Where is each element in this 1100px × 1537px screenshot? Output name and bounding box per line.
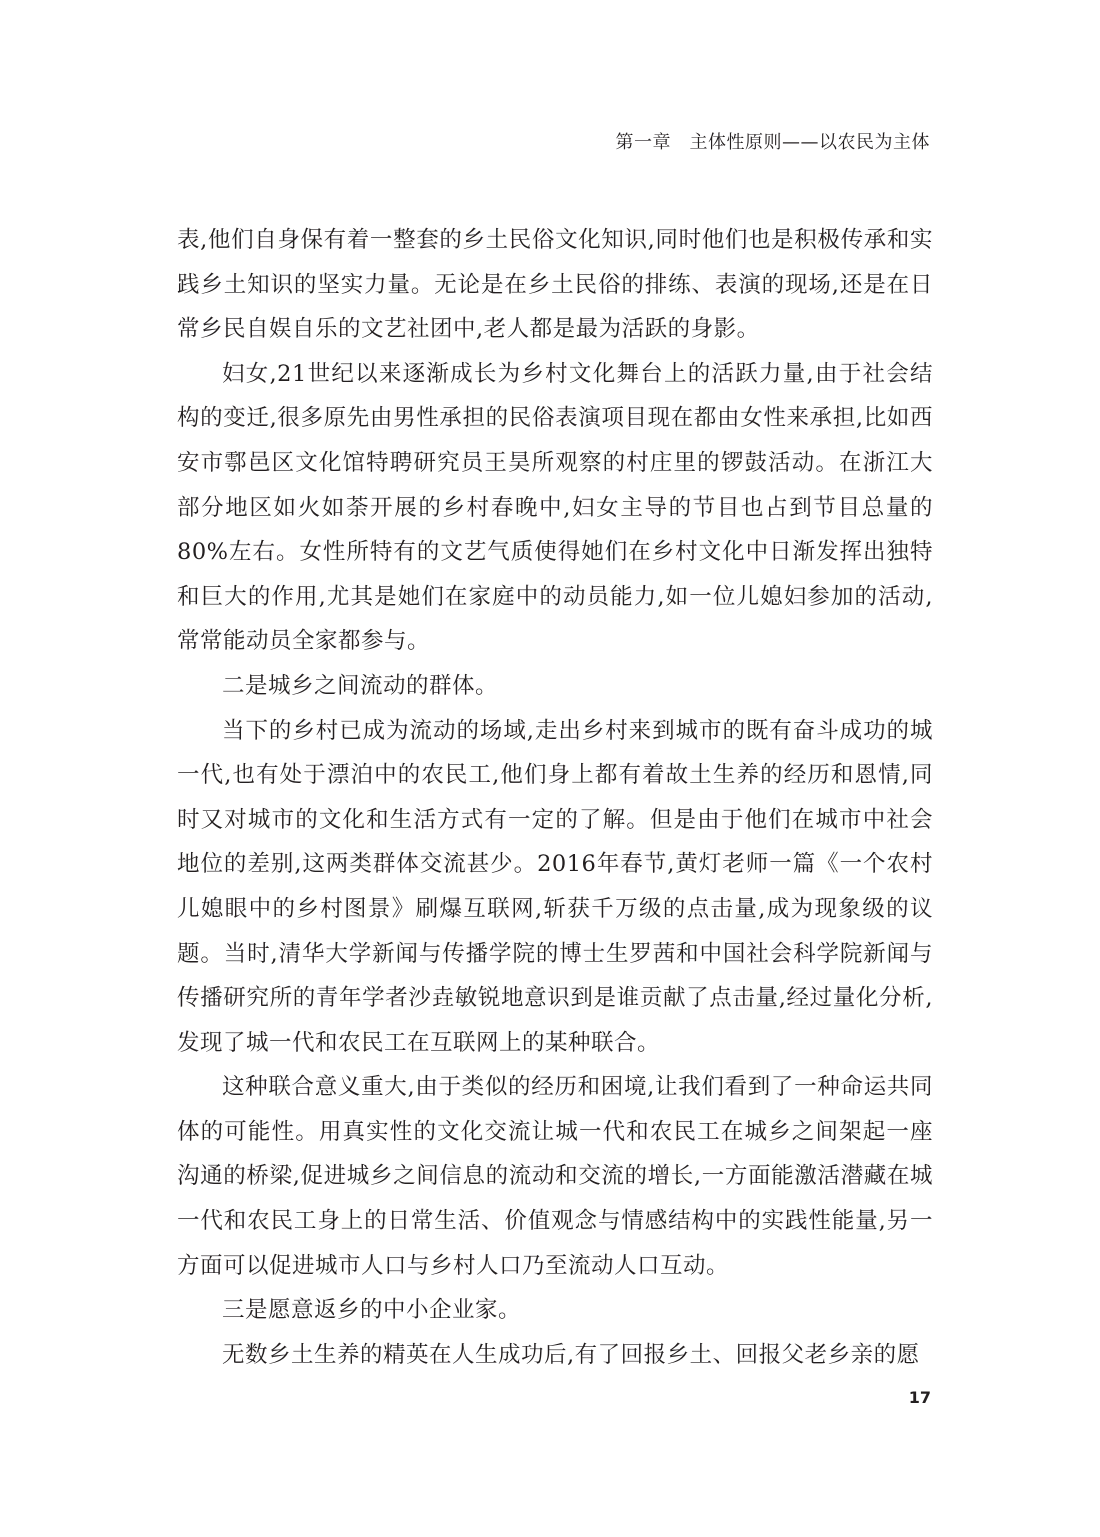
paragraph-continued: 表,他们自身保有着一整套的乡土民俗文化知识,同时他们也是积极传承和实践乡土知识的坚实力量。无论是在乡土民俗的排练、表演的现场,还是在日常乡民自娱自乐的文艺社团中,老人都是最为活跃的身影。 bbox=[177, 227, 933, 343]
body-text bbox=[177, 218, 933, 1377]
paragraph-women: 妇女,21世纪以来逐渐成长为乡村文化舞台上的活跃力量,由于社会结构的变迁,很多原先由男性承担的民俗表演项目现在都由女性来承担,比如西安市鄠邑区文化馆特聘研究员王昊所观察的村庄里的锣鼓活动。在浙江大部分地区如火如荼开展的乡村春晚中,妇女主导的节目也占到节目总量的80%左右。女性所特有的文艺气质使得她们在乡村文化中日渐发挥出独特和巨大的作用,尤其是她们在家庭中的动员能力,如一位儿媳妇参加的活动,常常能动员全家都参与。 bbox=[177, 360, 933, 655]
paragraph-community: 这种联合意义重大,由于类似的经历和困境,让我们看到了一种命运共同体的可能性。用真实性的文化交流让城一代和农民工在城乡之间架起一座沟通的桥梁,促进城乡之间信息的流动和交流的增长,一方面能激活潜藏在城一代和农民工身上的日常生活、价值观念与情感结构中的实践性能量,另一方面可以促进城市人口与乡村人口乃至流动人口互动。 bbox=[177, 1074, 933, 1279]
paragraph-entrepreneurs: 无数乡土生养的精英在人生成功后,有了回报乡土、回报父老乡亲的愿 bbox=[222, 1341, 920, 1368]
paragraph-heading-entrepreneurs: 三是愿意返乡的中小企业家。 bbox=[222, 1297, 522, 1324]
paragraph-heading-mobile-groups: 二是城乡之间流动的群体。 bbox=[222, 672, 499, 699]
paragraph-mobile-groups: 当下的乡村已成为流动的场域,走出乡村来到城市的既有奋斗成功的城一代,也有处于漂泊中的农民工,他们身上都有着故土生养的经历和恩情,同时又对城市的文化和生活方式有一定的了解。但是由于他们在城市中社会地位的差别,这两类群体交流甚少。2016年春节,黄灯老师一篇《一个农村儿媳眼中的乡村图景》刷爆互联网,斩获千万级的点击量,成为现象级的议题。当时,清华大学新闻与传播学院的博士生罗茜和中国社会科学院新闻与传播研究所的青年学者沙垚敏锐地意识到是谁贡献了点击量,经过量化分析,发现了城一代和农民工在互联网上的某种联合。 bbox=[177, 717, 933, 1056]
running-header: 第一章 主体性原则——以农民为主体 bbox=[615, 132, 930, 153]
page-number: 17 bbox=[908, 1388, 931, 1407]
